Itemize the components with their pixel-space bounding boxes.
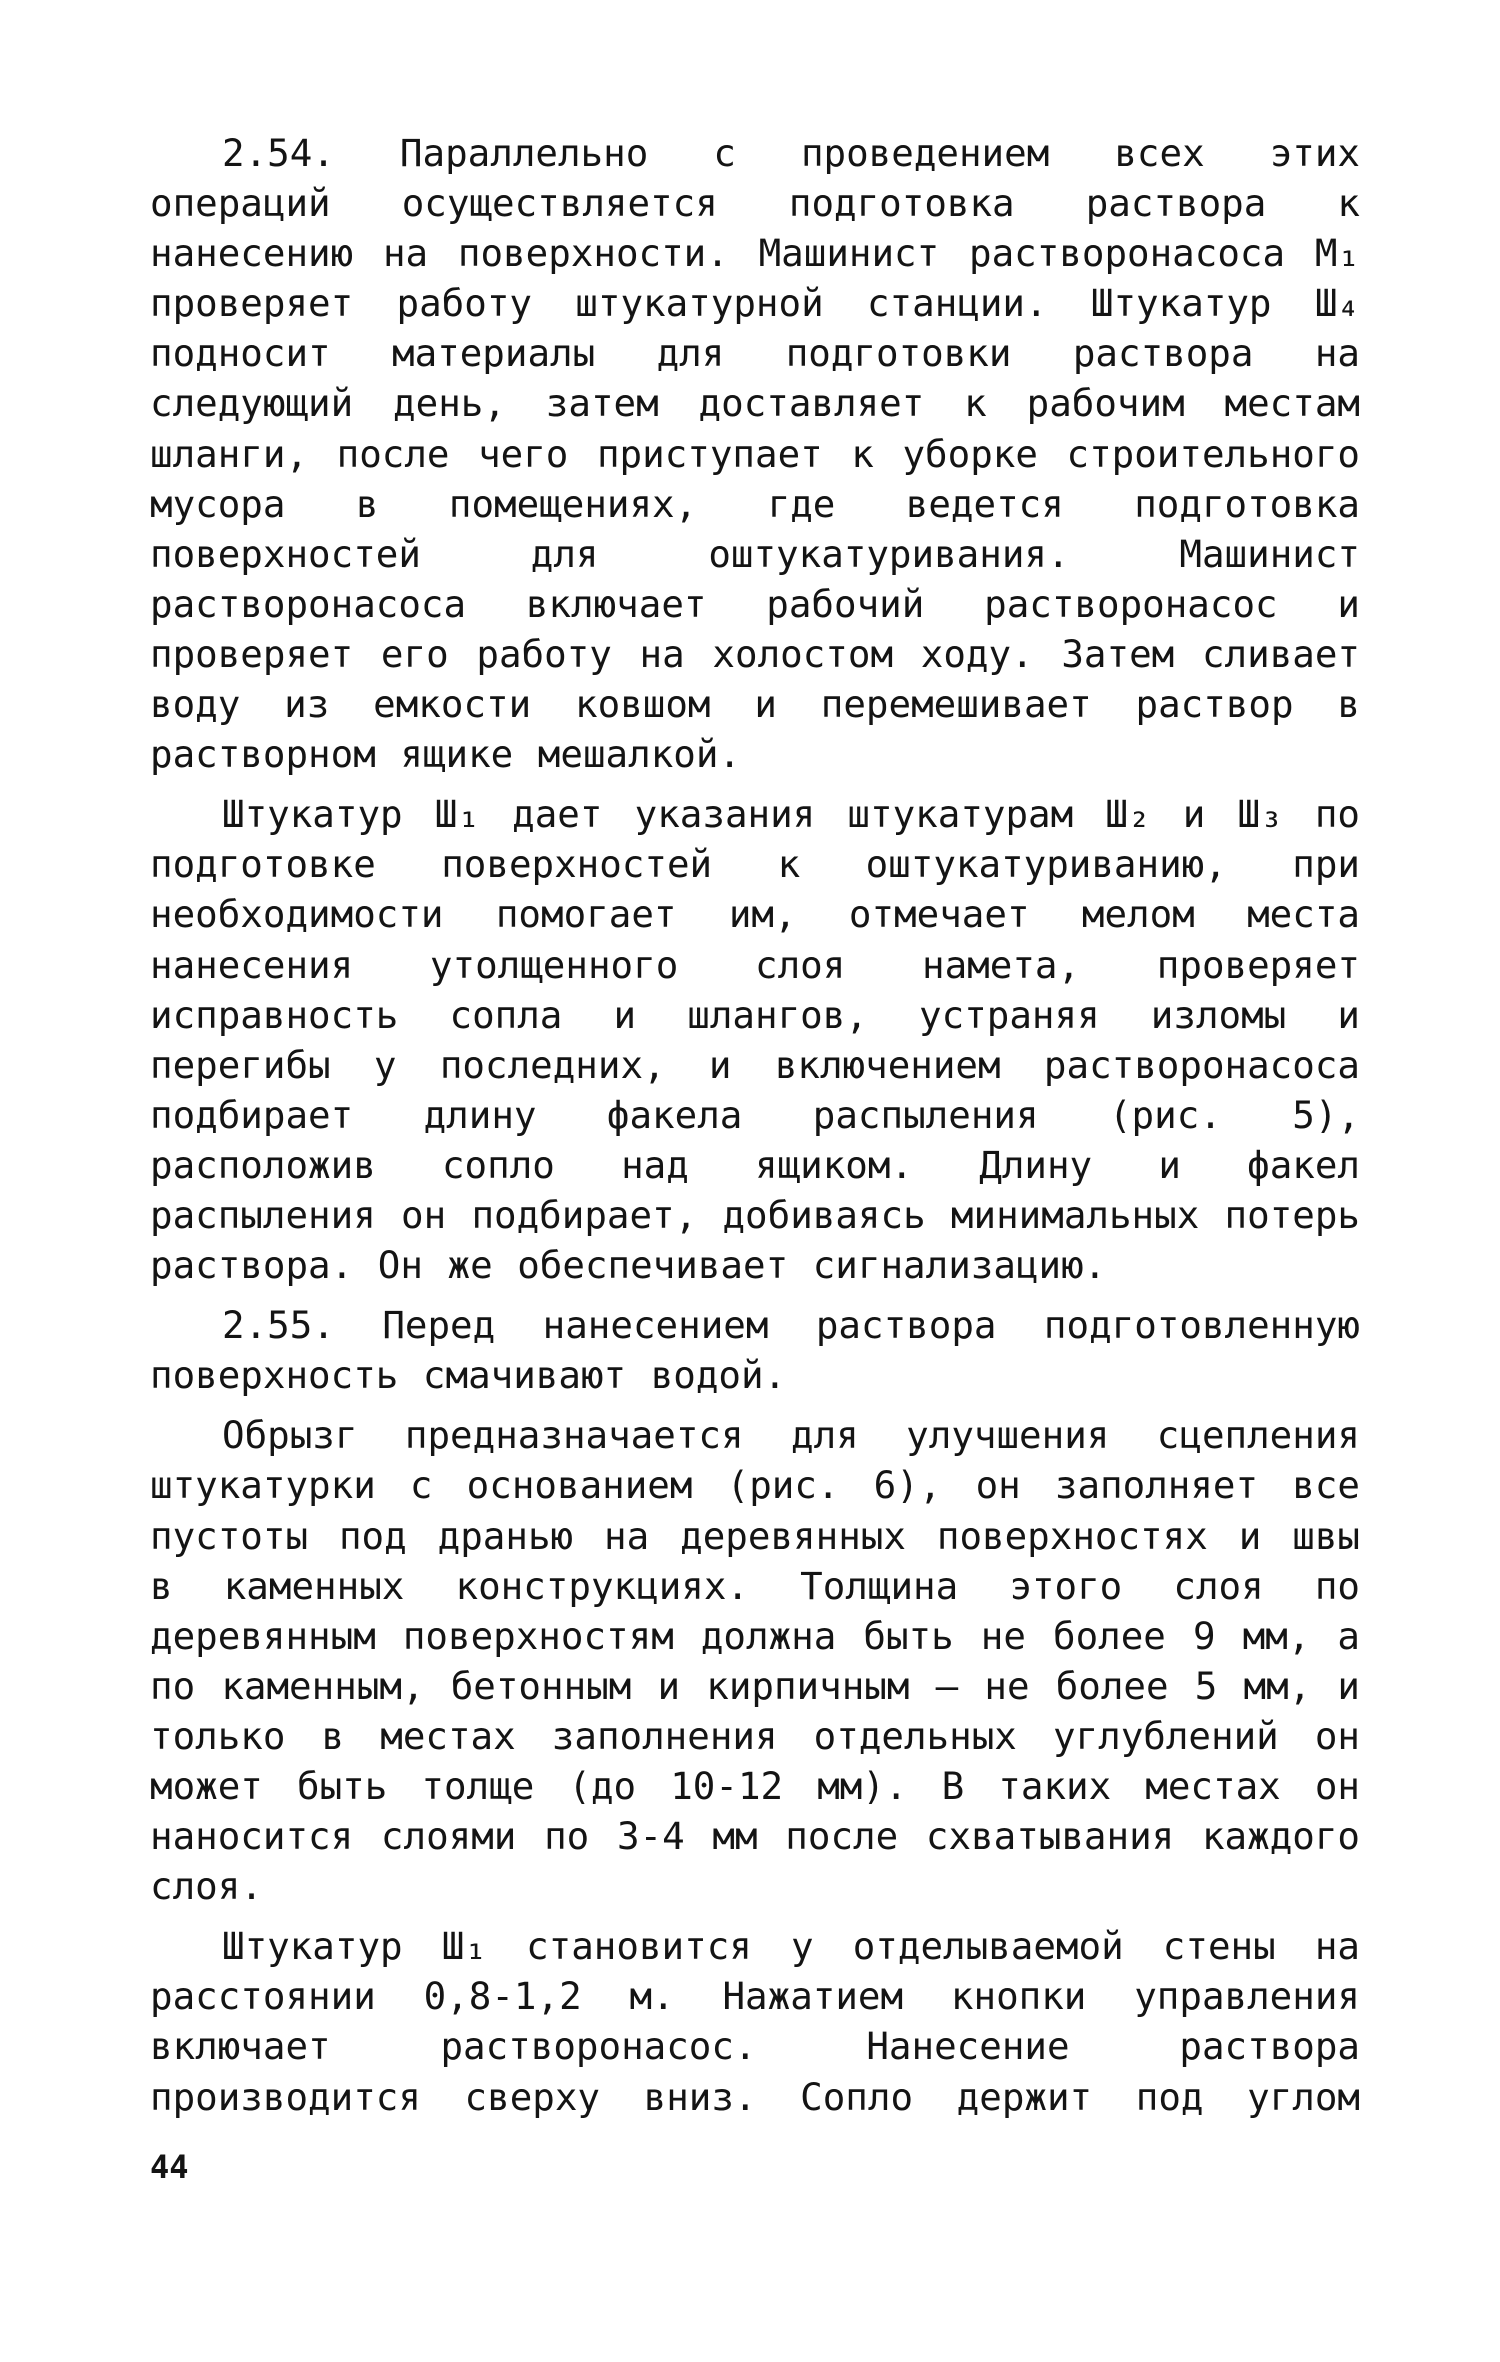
page-number: 44: [150, 2148, 189, 2186]
paragraph-2-55: 2.55. Перед нанесением раствора подготовленную поверхность смачивают водой.: [150, 1303, 1360, 1398]
paragraph-2-54: 2.54. Параллельно с проведением всех этих операций осуществляется подготовка раствора к нанесению на поверхности. Машинист растворонасоса М₁ проверяет работу штукатурной станции. Штукатур Ш₄ подносит материалы для подготовки раствора на следующий день, затем доставляет к рабочим местам шланги, после чего приступает к уборке строительного мусора в помещениях, где ведется подготовка поверхностей для оштукатуривания. Машинист растворонасоса включает рабочий растворонасос и проверяет его работу на холостом ходу. Затем сливает воду из емкости ковшом и перемешивает раствор в растворном ящике мешалкой.: [150, 131, 1360, 777]
paragraph-obryzg: Обрызг предназначается для улучшения сцепления штукатурки с основанием (рис. 6), он заполняет все пустоты под дранью на деревянных поверхностях и швы в каменных конструкциях. Толщина этого слоя по деревянным поверхностям должна быть не более 9 мм, а по каменным, бетонным и кирпичным — не более 5 мм, и только в местах заполнения отдельных углублений он может быть толще (до 10-12 мм). В таких местах он наносится слоями по 3-4 мм после схватывания каждого слоя.: [150, 1413, 1360, 1909]
page-body: [150, 128, 1360, 2132]
paragraph-plasterer-sh1-instructions: Штукатур Ш₁ дает указания штукатурам Ш₂ и Ш₃ по подготовке поверхностей к оштукатуриванию, при необходимости помогает им, отмечает мелом места нанесения утолщенного слоя намета, проверяет исправность сопла и шлангов, устраняя изломы и перегибы у последних, и включением растворонасоса подбирает длину факела распыления (рис. 5), расположив сопло над ящиком. Длину и факел распыления он подбирает, добиваясь минимальных потерь раствора. Он же обеспечивает сигнализацию.: [150, 792, 1360, 1288]
paragraph-plasterer-sh1-application: Штукатур Ш₁ становится у отделываемой стены на расстоянии 0,8-1,2 м. Нажатием кнопки управления включает растворонасос. Нанесение раствора производится сверху вниз. Сопло держит под углом: [150, 1924, 1360, 2119]
